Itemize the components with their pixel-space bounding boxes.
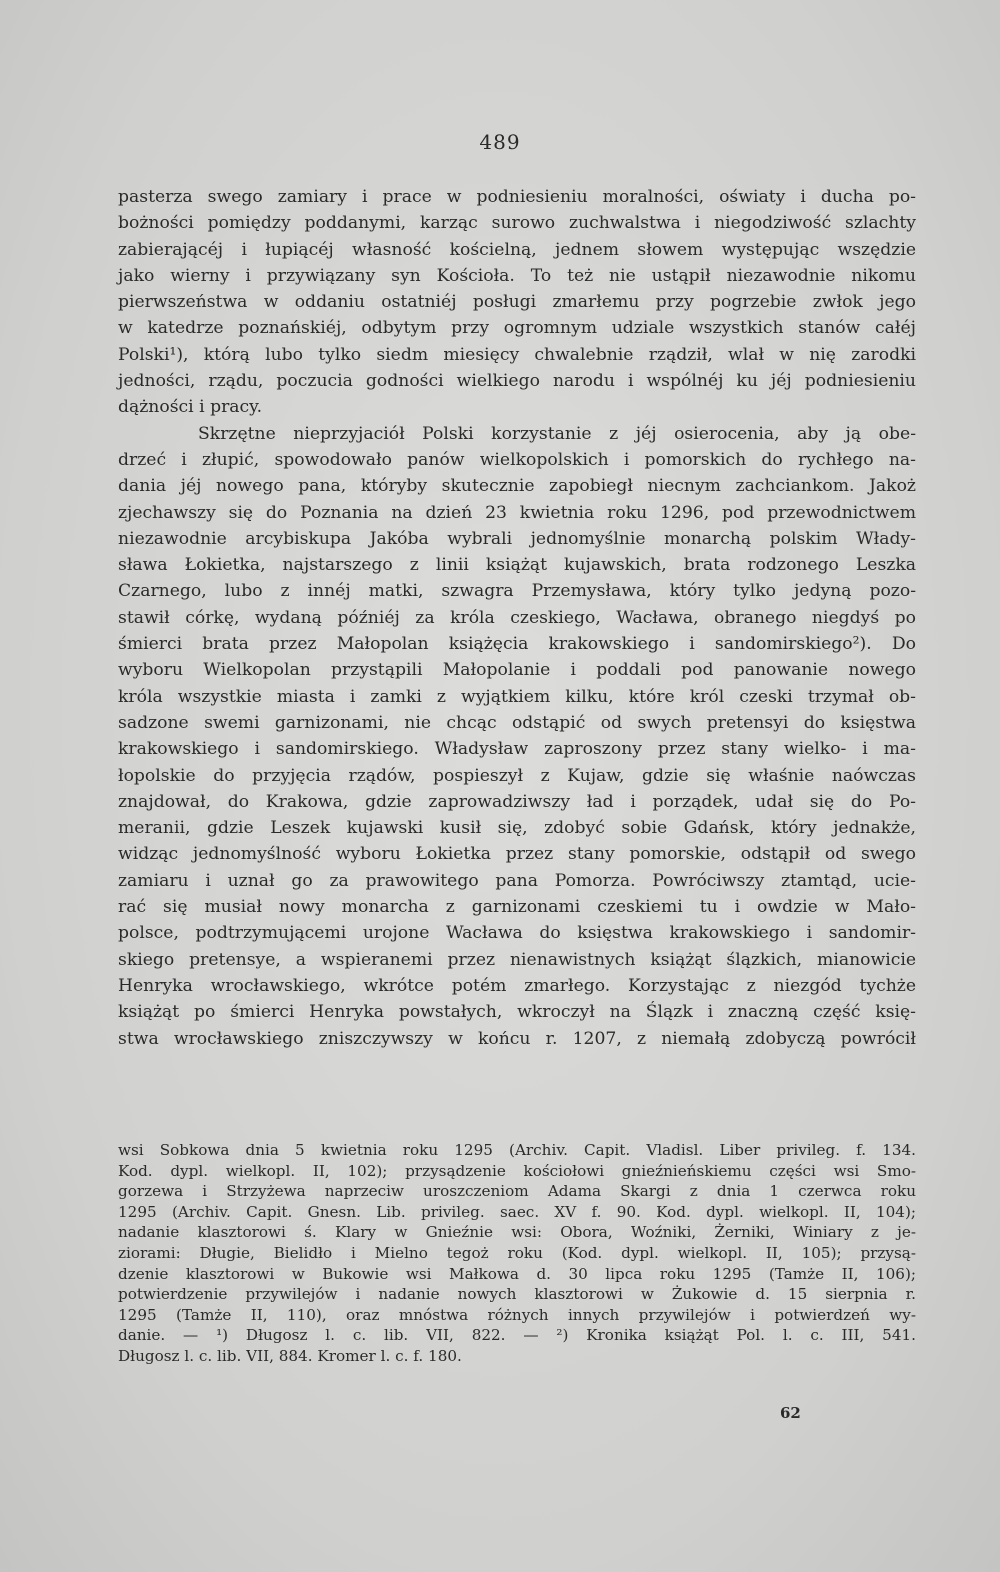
text-line: Skrzętne nieprzyjaciół Polski korzystanie z jéj osierocenia, aby ją obe-	[198, 423, 916, 444]
text-line: stwa wrocławskiego zniszczywszy w końcu r. 1207, z niemałą zdobyczą powrócił	[118, 1028, 916, 1049]
text-line: stawił córkę, wydaną późniéj za króla czeskiego, Wacława, obranego niegdyś po	[118, 607, 916, 628]
text-line: śmierci brata przez Małopolan książęcia krakowskiego i sandomirskiego²). Do	[118, 634, 916, 655]
text-line: dążności i pracy.	[118, 397, 263, 418]
footnote-line: Kod. dypl. wielkopl. II, 102); przysądzenie kościołowi gnieźnieńskiemu części wsi Smo-	[118, 1161, 916, 1180]
text-line: sadzone swemi garnizonami, nie chcąc odstąpić od swych pretensyi do księstwa	[118, 712, 916, 733]
text-line: krakowskiego i sandomirskiego. Władysław zaproszony przez stany wielko- i ma-	[118, 739, 916, 760]
text-line: jedności, rządu, poczucia godności wielkiego narodu i wspólnéj ku jéj podniesieniu	[118, 371, 916, 392]
text-line: zabierającéj i łupiącéj własność kościelną, jednem słowem występując wszędzie	[118, 239, 916, 260]
text-line: widząc jednomyślność wyboru Łokietka przez stany pomorskie, odstąpił od swego	[118, 844, 916, 865]
text-line: króla wszystkie miasta i zamki z wyjątkiem kilku, które król czeski trzymał ob-	[118, 686, 916, 707]
footnote-line: dzenie klasztorowi w Bukowie wsi Małkowa d. 30 lipca roku 1295 (Tamże II, 106);	[118, 1264, 916, 1283]
text-line: pasterza swego zamiary i prace w podniesieniu moralności, oświaty i ducha po-	[118, 187, 916, 207]
text-line: zjechawszy się do Poznania na dzień 23 kwietnia roku 1296, pod przewodnictwem	[118, 502, 916, 523]
text-line: Polski¹), którą lubo tylko siedm miesięcy chwalebnie rządził, wlał w nię zarodki	[118, 344, 916, 365]
footnote-line: wsi Sobkowa dnia 5 kwietnia roku 1295 (Archiv. Capit. Vladisl. Liber privileg. f. 134.	[118, 1141, 916, 1159]
text-line: w katedrze poznańskiéj, odbytym przy ogromnym udziale wszystkich stanów całéj	[118, 318, 916, 339]
text-line: Henryka wrocławskiego, wkrótce potém zmarłego. Korzystając z niezgód tychże	[118, 975, 916, 996]
footnote-line: ziorami: Długie, Bielidło i Mielno tegoż roku (Kod. dypl. wielkopl. II, 105); przysą-	[118, 1243, 916, 1262]
text-line: meranii, gdzie Leszek kujawski kusił się, zdobyć sobie Gdańsk, który jednakże,	[118, 818, 916, 839]
signature-mark: 62	[780, 1404, 801, 1422]
text-line: polsce, podtrzymującemi urojone Wacława do księstwa krakowskiego i sandomir-	[118, 923, 916, 944]
text-line: pierwszeństwa w oddaniu ostatniéj posługi zmarłemu przy pogrzebie zwłok jego	[118, 292, 916, 313]
footnote-line: potwierdzenie przywilejów i nadanie nowych klasztorowi w Żukowie d. 15 sierpnia r.	[118, 1285, 916, 1304]
text-line: książąt po śmierci Henryka powstałych, wkroczył na Ślązk i znaczną część księ-	[118, 1002, 916, 1023]
footnote-line: gorzewa i Strzyżewa naprzeciw uroszczeniom Adama Skargi z dnia 1 czerwca roku	[118, 1182, 916, 1201]
footnote-line: Długosz l. c. lib. VII, 884. Kromer l. c. f. 180.	[118, 1346, 462, 1365]
footnotes	[118, 1140, 916, 1367]
text-line: bożności pomiędzy poddanymi, karząc surowo zuchwalstwa i niegodziwość szlachty	[118, 213, 916, 234]
text-line: niezawodnie arcybiskupa Jakóba wybrali jednomyślnie monarchą polskim Włady-	[118, 528, 916, 549]
page-number: 489	[479, 130, 521, 154]
text-line: rać się musiał nowy monarcha z garnizonami czeskiemi tu i owdzie w Mało-	[118, 897, 916, 918]
footnote-line: 1295 (Archiv. Capit. Gnesn. Lib. privileg. saec. XV f. 90. Kod. dypl. wielkopl. II, 104);	[118, 1202, 916, 1221]
text-line: dania jéj nowego pana, któryby skutecznie zapobiegł niecnym zachciankom. Jakoż	[118, 476, 916, 497]
text-line: sława Łokietka, najstarszego z linii książąt kujawskich, brata rodzonego Leszka	[118, 555, 916, 576]
footnote-line: danie. — ¹) Długosz l. c. lib. VII, 822. — ²) Kronika książąt Pol. l. c. III, 541.	[118, 1326, 916, 1345]
text-line: jako wierny i przywiązany syn Kościoła. To też nie ustąpił niezawodnie nikomu	[118, 265, 916, 286]
footnote-line: nadanie klasztorowi ś. Klary w Gnieźnie wsi: Obora, Woźniki, Żerniki, Winiary z je-	[118, 1223, 916, 1242]
text-line: skiego pretensye, a wspieranemi przez nienawistnych książąt ślązkich, mianowicie	[118, 949, 916, 970]
main-text	[118, 184, 916, 1052]
text-line: Czarnego, lubo z innéj matki, szwagra Przemysława, który tylko jedyną pozo-	[118, 581, 916, 602]
text-line: zamiaru i uznał go za prawowitego pana Pomorza. Powróciwszy ztamtąd, ucie-	[118, 870, 916, 891]
text-line: wyboru Wielkopolan przystąpili Małopolanie i poddali pod panowanie nowego	[118, 660, 916, 681]
text-line: znajdował, do Krakowa, gdzie zaprowadziwszy ład i porządek, udał się do Po-	[118, 791, 916, 812]
footnote-line: 1295 (Tamże II, 110), oraz mnóstwa różnych innych przywilejów i potwierdzeń wy-	[118, 1305, 916, 1324]
text-line: drzeć i złupić, spowodowało panów wielkopolskich i pomorskich do rychłego na-	[118, 449, 916, 470]
text-line: łopolskie do przyjęcia rządów, pospieszył z Kujaw, gdzie się właśnie naówczas	[118, 765, 916, 786]
